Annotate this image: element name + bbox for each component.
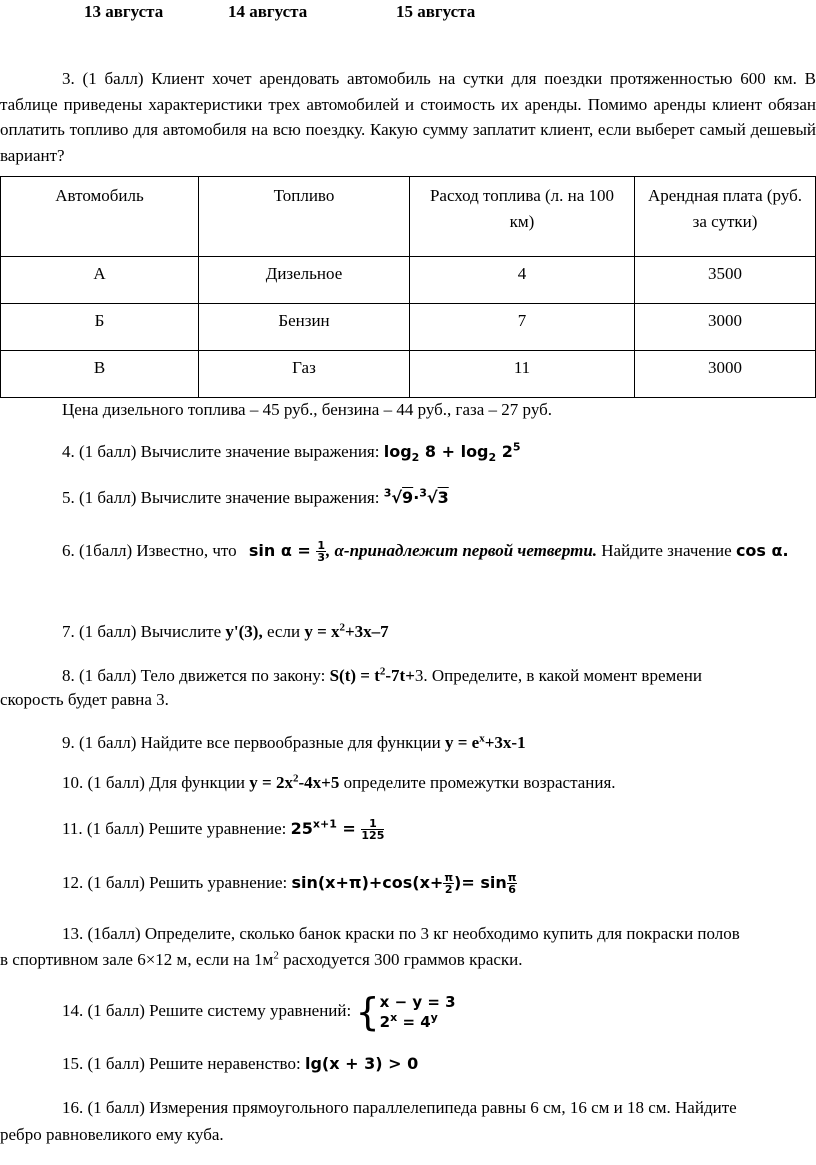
square-superscript: 2 (273, 949, 279, 962)
func-power: 2 (292, 772, 299, 785)
table-cell: 7 (410, 304, 635, 351)
task-6 (0, 536, 816, 566)
equals: = (336, 819, 362, 838)
log-2: log (460, 442, 489, 461)
eq-part-2: )= sin (454, 873, 507, 892)
log-arg-1: 8 + (424, 442, 461, 461)
task-6-part1: 6. (1балл) Известно, что (62, 541, 237, 560)
func-base: y = e (444, 733, 480, 752)
numerator: 1 (317, 539, 326, 552)
date-2: 14 августа (228, 2, 308, 21)
task-7-if: если (266, 622, 301, 641)
task-4-expression (383, 440, 521, 465)
table-row (1, 351, 816, 398)
task-6-condition: , α-принадлежит первой четверти. (326, 541, 598, 560)
task-8-function (330, 666, 415, 685)
col-header-car: Автомобиль (1, 177, 199, 257)
task-6-part2: Найдите значение (601, 541, 732, 560)
task-15-label: 15. (1 балл) Решите неравенство: (62, 1054, 301, 1073)
denominator: 2 (444, 883, 453, 896)
table-cell: Бензин (199, 304, 410, 351)
func-rest: -7t+ (385, 666, 415, 685)
func-base: y = 2x (249, 773, 293, 792)
fraction-2 (507, 872, 518, 895)
task-15 (0, 1052, 816, 1076)
task-13-line2 (0, 948, 816, 972)
numerator: π (507, 871, 517, 884)
func-base: S(t) = t (329, 666, 380, 685)
table-row (1, 304, 816, 351)
task-11-label: 11. (1 балл) Решите уравнение: (62, 819, 287, 838)
system-eq-2 (380, 1012, 456, 1032)
task-7-derivative: y'(3), (225, 622, 263, 641)
radicand-1: 9 (402, 488, 414, 507)
task-7 (0, 620, 816, 644)
task-8-label: 8. (1 балл) Тело движется по закону: (62, 666, 326, 685)
denominator: 3 (317, 551, 326, 564)
col-header-fuel: Топливо (199, 177, 410, 257)
task-10 (0, 771, 816, 795)
task-9-function (445, 733, 526, 752)
eq2-exponent: x (390, 1011, 398, 1024)
power-exponent: x+1 (312, 817, 337, 831)
task-12-equation (291, 871, 517, 896)
log-arg-2: 2 (501, 442, 513, 461)
task-7-function (304, 622, 388, 641)
table-cell: 3500 (635, 257, 816, 304)
table-cell: 3000 (635, 304, 816, 351)
table-header-row (1, 177, 816, 257)
task-11-equation (290, 817, 385, 842)
table-cell: Дизельное (199, 257, 410, 304)
task-15-inequality: lg(x + 3) > 0 (304, 1054, 419, 1073)
func-rest: -4x+5 (298, 773, 340, 792)
date-1: 13 августа (84, 2, 164, 21)
task-16-line2: ребро равновеликого ему куба. (0, 1125, 224, 1144)
table-cell: 11 (410, 351, 635, 398)
task-12 (0, 871, 816, 895)
fraction (361, 818, 384, 841)
col-header-rent: Арендная плата (руб. за сутки) (635, 177, 816, 257)
task-4 (0, 440, 816, 464)
eq2-base: 2 (379, 1013, 391, 1031)
power-base: 25 (290, 819, 313, 838)
log-base-2: 2 (488, 451, 497, 465)
task-13-text-a: в спортивном зале 6×12 м, если на 1м (0, 950, 274, 969)
task-7-label: 7. (1 балл) Вычислите (62, 622, 222, 641)
brace-icon: { (355, 990, 380, 1034)
fraction (316, 540, 326, 563)
date-3: 15 августа (396, 2, 476, 21)
eq-part-1: sin(x+π)+cos(x+ (291, 873, 444, 892)
cars-table (0, 176, 816, 398)
task-8-tail: 3. Определите, в какой момент времени (414, 666, 703, 685)
table-cell: А (1, 257, 199, 304)
task-11 (0, 817, 816, 841)
fraction-1 (443, 872, 454, 895)
equation-system (355, 992, 455, 1032)
cos-expression: cos α. (735, 541, 789, 560)
func-base: y = x (304, 622, 340, 641)
task-4-label: 4. (1 балл) Вычислите значение выражения: (62, 442, 380, 461)
radicand-2: 3 (437, 488, 449, 507)
root-index-1: 3 (383, 486, 392, 500)
root-index-2: 3 (419, 486, 427, 500)
func-rest: +3x-1 (484, 733, 526, 752)
task-14-label: 14. (1 балл) Решите систему уравнений: (62, 1000, 352, 1020)
table-cell: 4 (410, 257, 635, 304)
numerator: π (444, 871, 454, 884)
numerator: 1 (361, 818, 384, 830)
task-5-label: 5. (1 балл) Вычислите значение выражения: (62, 488, 380, 507)
task-16-line1: 16. (1 балл) Измерения прямоугольного параллелепипеда равны 6 см, 16 см и 18 см. Найдите (62, 1098, 737, 1117)
sin-label: sin α = (248, 541, 317, 560)
func-power: 2 (379, 665, 386, 678)
eq2-rhs-exponent: y (430, 1011, 438, 1024)
eq2-rhs: = 4 (397, 1013, 431, 1031)
table-row (1, 257, 816, 304)
task-10-label: 10. (1 балл) Для функции (62, 773, 246, 792)
fuel-prices: Цена дизельного топлива – 45 руб., бензина – 44 руб., газа – 27 руб. (62, 400, 552, 419)
task-10-tail: определите промежутки возрастания. (343, 773, 616, 792)
task-5-expression: $^3$√9·$^3$√3 (383, 486, 449, 507)
table-cell: 3000 (635, 351, 816, 398)
col-header-consumption: Расход топлива (л. на 100 км) (410, 177, 635, 257)
task-14 (0, 992, 816, 1032)
func-power: x (479, 732, 485, 745)
sin-expression (248, 539, 326, 564)
denominator: 6 (508, 883, 516, 896)
table-cell: В (1, 351, 199, 398)
task-3-text: 3. (1 балл) Клиент хочет арендовать автомобиль на сутки для поездки протяженностью 600 км. В таблице приведены характеристики трех автомобилей и стоимость их аренды. Помимо аренды клиент обязан оплатить топливо для автомобиля на всю поездку. Какую сумму заплатит клиент, если выберет самый дешевый вариант? (0, 69, 816, 165)
task-13-line1: 13. (1балл) Определите, сколько банок краски по 3 кг необходимо купить для покраски полов (62, 924, 740, 943)
multiply-dot: · (413, 488, 420, 507)
log-base-1: 2 (411, 451, 420, 465)
task-12-label: 12. (1 балл) Решить уравнение: (62, 873, 288, 892)
task-5 (0, 486, 816, 510)
log-1: log (383, 442, 412, 461)
func-rest: +3x–7 (345, 622, 389, 641)
func-power: 2 (339, 621, 345, 634)
denominator: 125 (361, 829, 385, 842)
task-10-function (249, 773, 339, 792)
table-cell: Б (1, 304, 199, 351)
task-8 (0, 663, 816, 689)
log-arg-exponent: 5 (512, 440, 521, 454)
task-9-label: 9. (1 балл) Найдите все первообразные для функции (62, 733, 441, 752)
task-9 (0, 731, 816, 755)
task-8-line2: скорость будет равна 3. (0, 690, 169, 709)
table-cell: Газ (199, 351, 410, 398)
system-eq-1: x − y = 3 (379, 993, 456, 1011)
task-13-text-b: расходуется 300 граммов краски. (278, 950, 523, 969)
